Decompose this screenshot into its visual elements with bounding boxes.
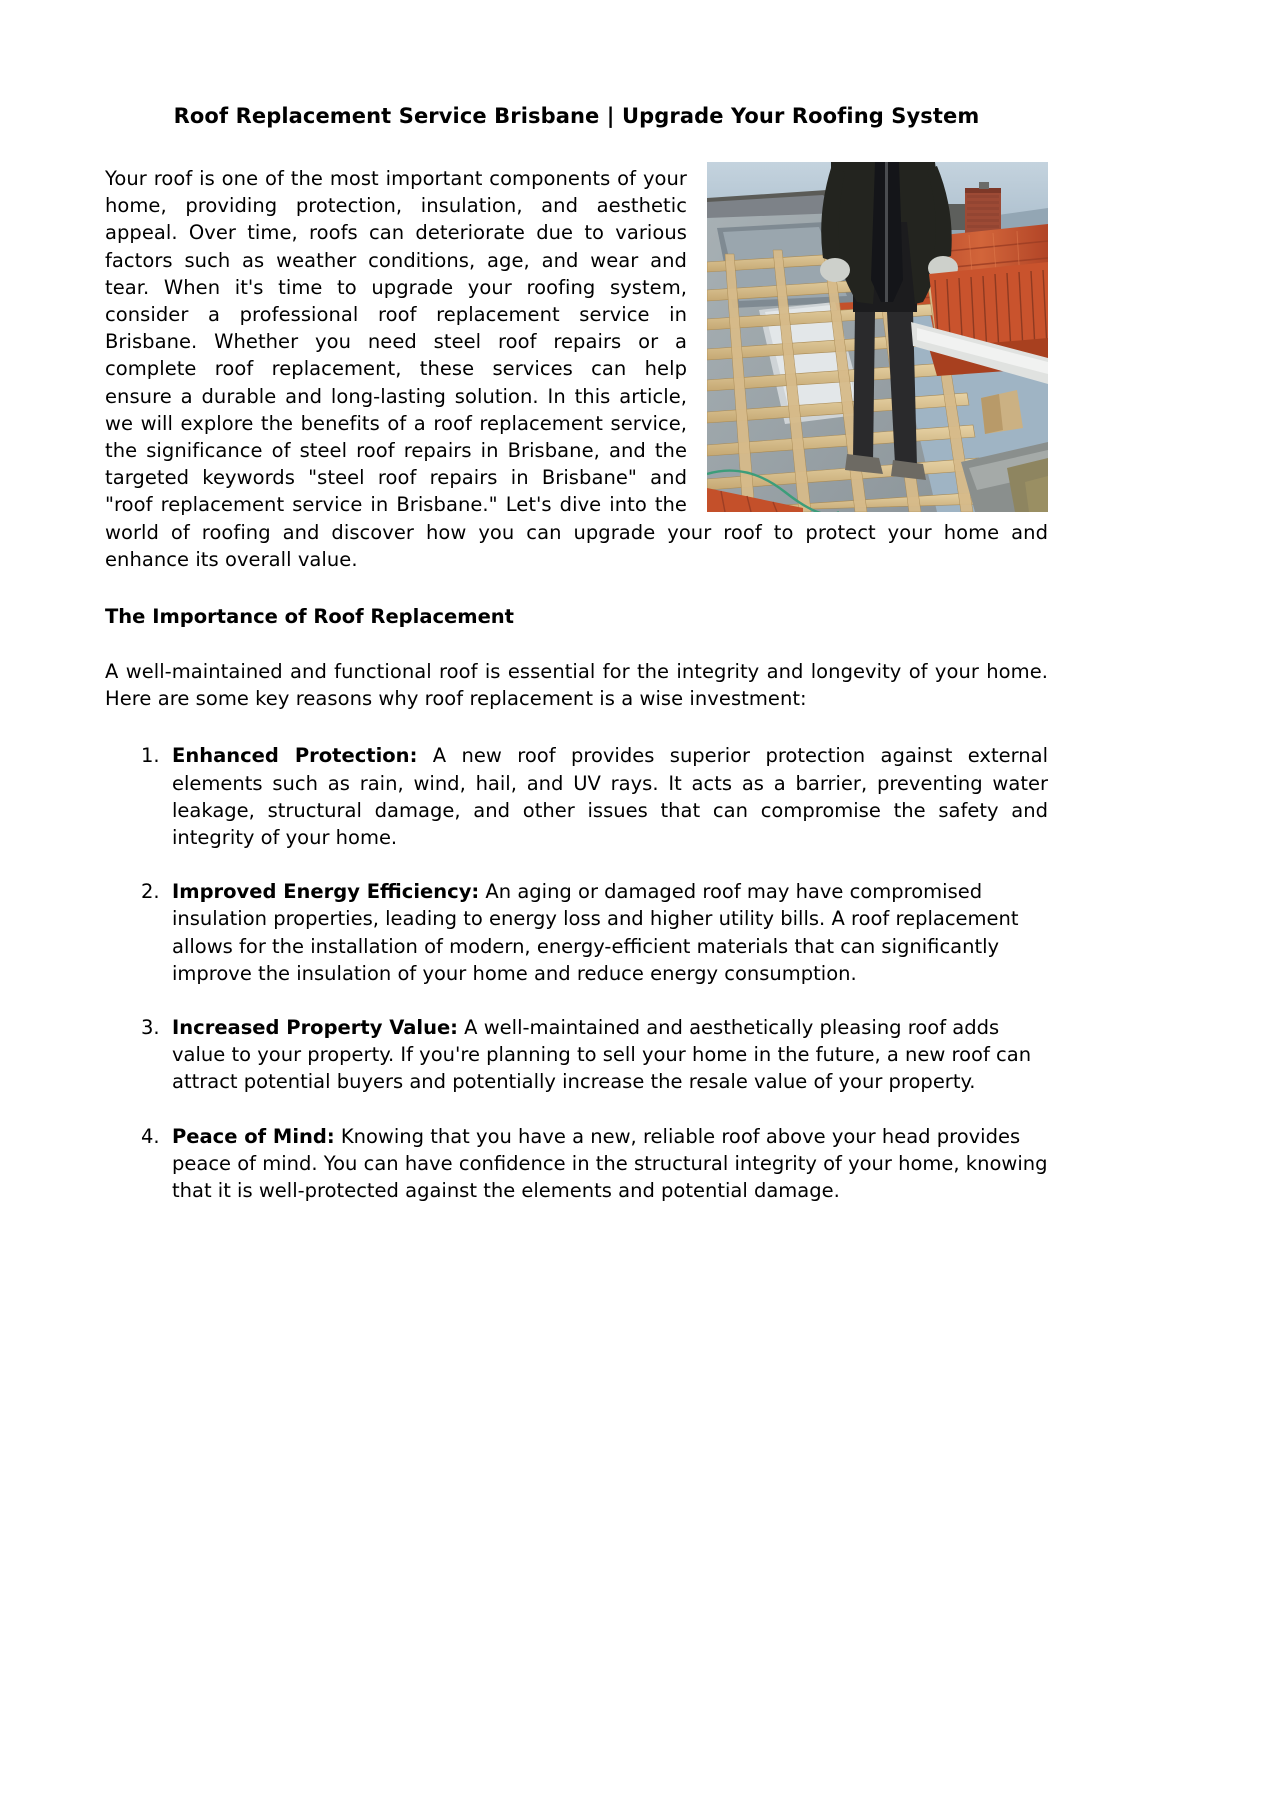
list-item-text: A new roof provides superior protection against external elements such as rain, wind, hail, and UV rays. It acts as a barrier, preventing water leakage, structural damage, and other issues that can compromise the safety and integrity of your home. [172, 744, 1049, 850]
list-item-lead: Improved Energy Efficiency: [172, 880, 480, 904]
reasons-list [105, 712, 1048, 1204]
list-item [105, 1014, 1048, 1096]
list-item-lead: Increased Property Value: [172, 1016, 458, 1040]
intro-paragraph: Your roof is one of the most important components of your home, providing protection, insulation, and aesthetic appeal. Over time, roofs can deteriorate due to various factors such as weather conditions, age, and wear and tear. When it's time to upgrade your roofing system, consider a professional roof replacement service in Brisbane. Whether you need steel roof repairs or a complete roof replacement, these services can help ensure a durable and long-lasting solution. In this article, we will explore the benefits of a roof replacement service, the significance of steel roof repairs in Brisbane, and the targeted keywords "steel roof repairs in Brisbane" and "roof replacement service in Brisbane." Let's dive into the world of roofing and discover how you can upgrade your roof to protect your home and enhance its overall value. [105, 167, 1048, 571]
roofing-photo-illustration [707, 162, 1048, 512]
list-item [105, 1123, 1048, 1205]
list-item-lead: Enhanced Protection: [172, 744, 418, 768]
list-item [105, 742, 1048, 851]
list-item [105, 878, 1048, 987]
page-content [105, 0, 1048, 1231]
section-intro-paragraph: A well-maintained and functional roof is essential for the integrity and longevity of your home. Here are some key reasons why roof replacement is a wise investment: [105, 660, 1048, 711]
list-item-text: A well-maintained and aesthetically pleasing roof adds value to your property. If you're planning to sell your home in the future, a new roof can attract potential buyers and potentially increase the resale value of your property. [172, 1016, 1032, 1094]
list-item-lead: Peace of Mind: [172, 1124, 335, 1148]
list-item-text: Knowing that you have a new, reliable roof above your head provides peace of mind. You can have confidence in the structural integrity of your home, knowing that it is well-protected against the elements and potential damage. [172, 1124, 1048, 1203]
section-heading: The Importance of Roof Replacement [105, 605, 515, 629]
list-item-text: An aging or damaged roof may have compromised insulation properties, leading to energy loss and higher utility bills. A roof replacement allows for the installation of modern, energy-efficient materials that can significantly improve the insulation of your home and reduce energy consumption. [172, 880, 1019, 985]
page-title: Roof Replacement Service Brisbane | Upgrade Your Roofing System [173, 104, 980, 128]
roofing-photo [707, 162, 1048, 512]
